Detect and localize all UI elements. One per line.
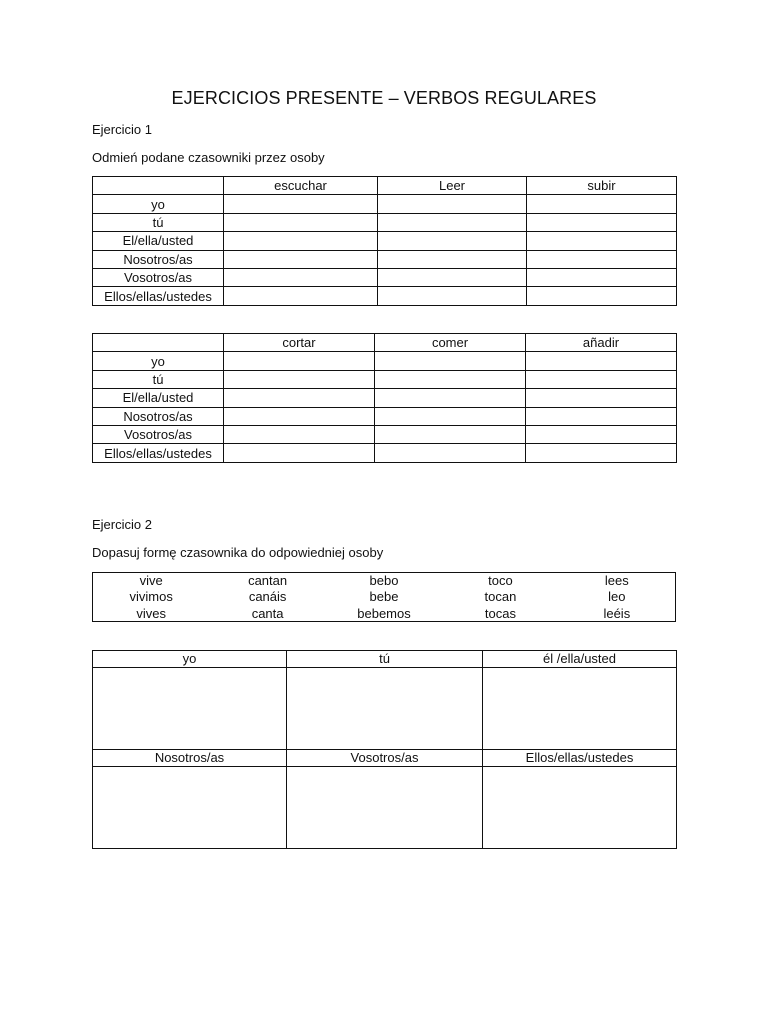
person-label: Ellos/ellas/ustedes (93, 444, 224, 462)
word-bank-item: vives (136, 605, 167, 621)
table-row (93, 268, 677, 286)
answer-box[interactable] (93, 668, 287, 750)
word-bank-item: canáis (248, 589, 287, 605)
answer-cell[interactable] (527, 232, 677, 250)
table-row (93, 767, 677, 849)
answer-cell[interactable] (224, 195, 378, 213)
answer-cell[interactable] (527, 250, 677, 268)
table-row (93, 213, 677, 231)
exercise-1-heading: Ejercicio 1 (92, 122, 152, 137)
answer-cell[interactable] (375, 389, 526, 407)
table-header-row (93, 750, 677, 767)
matching-table (92, 650, 677, 849)
table-header-row (93, 334, 677, 352)
answer-cell[interactable] (527, 213, 677, 231)
answer-cell[interactable] (526, 444, 677, 462)
table-row (93, 425, 677, 443)
answer-cell[interactable] (224, 425, 375, 443)
table-header-row (93, 651, 677, 668)
word-bank-item: leo (608, 589, 626, 605)
person-label: yo (93, 195, 224, 213)
answer-cell[interactable] (375, 407, 526, 425)
table-row (93, 407, 677, 425)
answer-cell[interactable] (375, 370, 526, 388)
word-bank-item: bebemos (357, 605, 411, 621)
word-bank-item: leéis (603, 605, 631, 621)
verb-header: añadir (526, 334, 677, 352)
answer-cell[interactable] (375, 444, 526, 462)
answer-cell[interactable] (224, 213, 378, 231)
answer-cell[interactable] (526, 425, 677, 443)
table-row (93, 389, 677, 407)
answer-cell[interactable] (526, 407, 677, 425)
word-bank-item: canta (251, 605, 284, 621)
answer-cell[interactable] (375, 352, 526, 370)
person-label: Vosotros/as (93, 425, 224, 443)
word-bank-item: tocan (484, 589, 517, 605)
answer-cell[interactable] (526, 352, 677, 370)
verb-header: cortar (224, 334, 375, 352)
word-bank-item: vivimos (129, 589, 173, 605)
person-label: tú (93, 213, 224, 231)
person-label: Vosotros/as (93, 268, 224, 286)
answer-cell[interactable] (378, 268, 527, 286)
word-bank-item: lees (604, 573, 629, 588)
table-row (93, 287, 677, 305)
answer-cell[interactable] (224, 232, 378, 250)
conjugation-table-1 (92, 176, 677, 306)
verb-header: subir (527, 177, 677, 195)
person-label: El/ella/usted (93, 232, 224, 250)
answer-cell[interactable] (378, 213, 527, 231)
word-bank-item: tocas (484, 605, 516, 621)
answer-cell[interactable] (224, 287, 378, 305)
answer-box[interactable] (287, 668, 483, 750)
answer-cell[interactable] (224, 268, 378, 286)
person-header: tú (287, 651, 483, 668)
conjugation-table-2 (92, 333, 677, 463)
word-bank-item: bebe (369, 589, 399, 605)
table-row (93, 668, 677, 750)
table-row (93, 370, 677, 388)
word-bank-row (93, 606, 675, 622)
answer-cell[interactable] (378, 195, 527, 213)
answer-cell[interactable] (378, 250, 527, 268)
answer-box[interactable] (93, 767, 287, 849)
table-header-row (93, 177, 677, 195)
verb-header: comer (375, 334, 526, 352)
table-row (93, 250, 677, 268)
word-bank-item: cantan (248, 573, 288, 588)
person-label: El/ella/usted (93, 389, 224, 407)
table-row (93, 232, 677, 250)
page-title: EJERCICIOS PRESENTE – VERBOS REGULARES (171, 88, 597, 108)
answer-cell[interactable] (224, 407, 375, 425)
person-label: Nosotros/as (93, 407, 224, 425)
answer-cell[interactable] (375, 425, 526, 443)
answer-cell[interactable] (527, 287, 677, 305)
verb-header: Leer (378, 177, 527, 195)
word-bank (92, 572, 676, 622)
person-header: Nosotros/as (93, 750, 287, 767)
answer-cell[interactable] (527, 268, 677, 286)
answer-cell[interactable] (526, 389, 677, 407)
person-label: tú (93, 370, 224, 388)
table-row (93, 195, 677, 213)
person-label: Ellos/ellas/ustedes (93, 287, 224, 305)
word-bank-item: bebo (369, 573, 399, 588)
exercise-2-instruction: Dopasuj formę czasownika do odpowiedniej osoby (92, 545, 384, 560)
exercise-1-instruction: Odmień podane czasowniki przez osoby (92, 150, 325, 165)
answer-cell[interactable] (378, 232, 527, 250)
word-bank-item: vive (139, 573, 163, 588)
table-row (93, 444, 677, 462)
answer-box[interactable] (287, 767, 483, 849)
answer-cell[interactable] (224, 444, 375, 462)
word-bank-row (93, 573, 675, 589)
person-header: Ellos/ellas/ustedes (483, 750, 677, 767)
exercise-2-heading: Ejercicio 2 (92, 517, 152, 532)
answer-cell[interactable] (526, 370, 677, 388)
answer-cell[interactable] (378, 287, 527, 305)
person-label: Nosotros/as (93, 250, 224, 268)
person-label: yo (93, 352, 224, 370)
person-header: yo (93, 651, 287, 668)
person-header: Vosotros/as (287, 750, 483, 767)
answer-box[interactable] (483, 767, 677, 849)
table-corner-cell (93, 177, 224, 195)
person-header: él /ella/usted (483, 651, 677, 668)
answer-cell[interactable] (224, 370, 375, 388)
answer-cell[interactable] (224, 250, 378, 268)
word-bank-row (93, 589, 675, 605)
word-bank-item: toco (488, 573, 513, 588)
answer-cell[interactable] (224, 352, 375, 370)
answer-box[interactable] (483, 668, 677, 750)
answer-cell[interactable] (527, 195, 677, 213)
table-corner-cell (93, 334, 224, 352)
table-row (93, 352, 677, 370)
verb-header: escuchar (224, 177, 378, 195)
answer-cell[interactable] (224, 389, 375, 407)
